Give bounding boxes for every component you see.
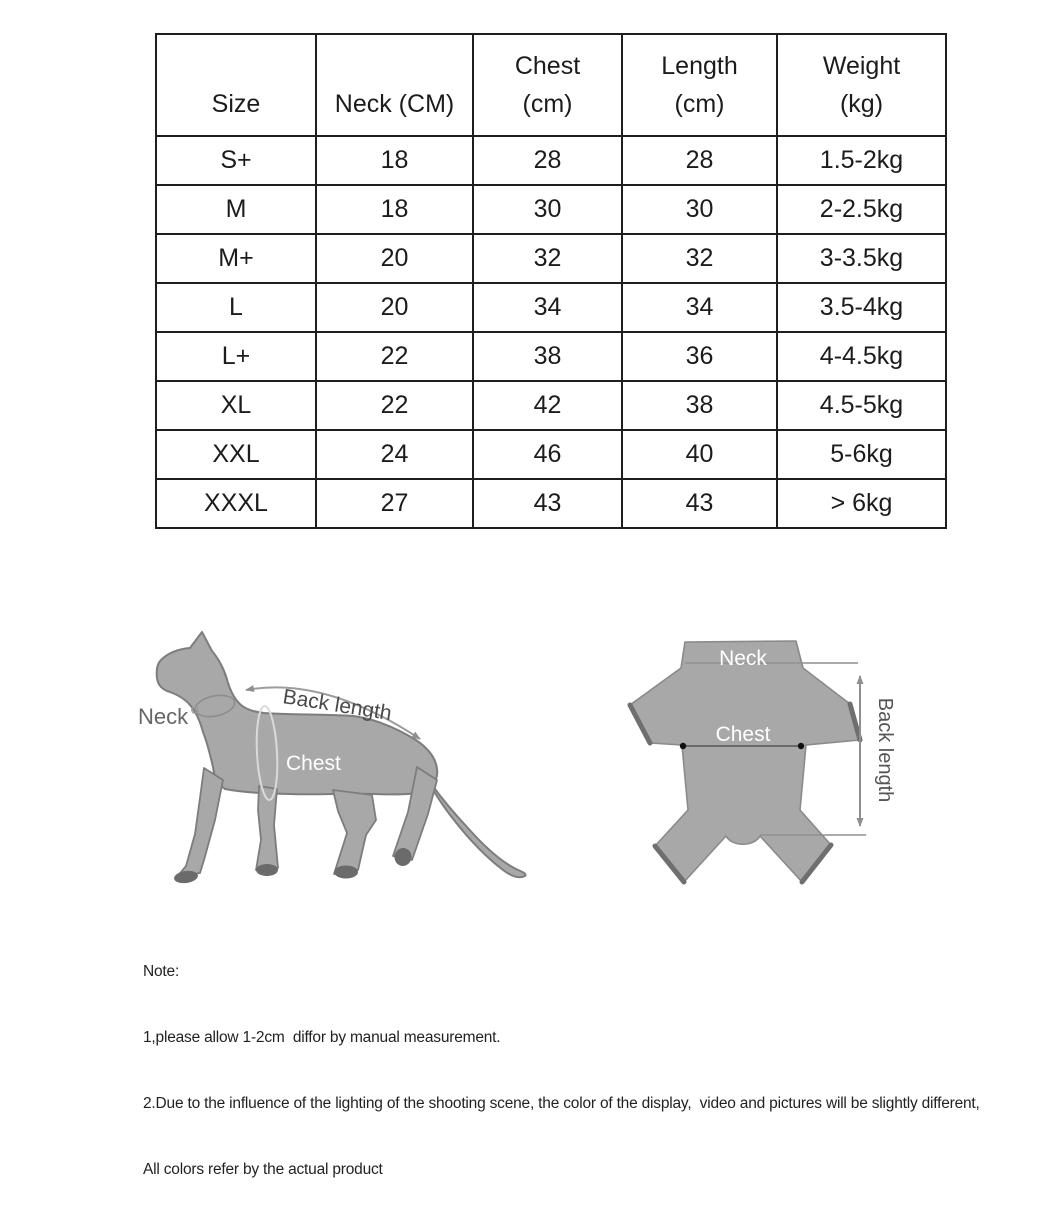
table-cell: 1.5-2kg bbox=[777, 136, 946, 185]
header-line-bottom: Size bbox=[211, 90, 261, 118]
table-row bbox=[156, 283, 946, 332]
table-cell: 28 bbox=[622, 136, 777, 185]
table-cell: 22 bbox=[316, 332, 473, 381]
note-line-2: 2.Due to the influence of the lighting of the shooting scene, the color of the display, video and pictures will be slightly different, bbox=[143, 1095, 980, 1112]
header-line-bottom: (kg) bbox=[839, 90, 884, 118]
table-row bbox=[156, 185, 946, 234]
garment-back-length-label: Back length bbox=[874, 697, 896, 803]
table-cell: 2-2.5kg bbox=[777, 185, 946, 234]
table-cell: 3.5-4kg bbox=[777, 283, 946, 332]
cat-hind-near-leg bbox=[333, 790, 376, 874]
cat-chest-label: Chest bbox=[286, 752, 341, 775]
col-header-size bbox=[156, 34, 316, 136]
header-line-bottom: (cm) bbox=[674, 90, 725, 118]
table-cell: 32 bbox=[473, 234, 622, 283]
table-cell: 42 bbox=[473, 381, 622, 430]
cat-paws bbox=[173, 847, 413, 885]
table-row bbox=[156, 332, 946, 381]
table-cell: 43 bbox=[473, 479, 622, 528]
garment-measurement-diagram bbox=[610, 600, 950, 920]
table-cell: 46 bbox=[473, 430, 622, 479]
cat-back-length-label: Back length bbox=[281, 685, 394, 726]
size-table bbox=[155, 33, 947, 529]
table-cell: > 6kg bbox=[777, 479, 946, 528]
note-line-1: 1,please allow 1-2cm diffor by manual measurement. bbox=[143, 1029, 501, 1046]
chest-line-dot-left bbox=[680, 743, 686, 749]
chest-line-dot-right bbox=[798, 743, 804, 749]
table-cell: 30 bbox=[473, 185, 622, 234]
table-cell: 43 bbox=[622, 479, 777, 528]
table-cell: 18 bbox=[316, 185, 473, 234]
note-line-3: All colors refer by the actual product bbox=[143, 1161, 383, 1178]
table-cell: L bbox=[156, 283, 316, 332]
header-line-top: Weight bbox=[822, 52, 901, 80]
table-cell: XXXL bbox=[156, 479, 316, 528]
table-cell: 38 bbox=[473, 332, 622, 381]
header-line-top: Chest bbox=[514, 52, 581, 80]
table-cell: XL bbox=[156, 381, 316, 430]
table-cell: 24 bbox=[316, 430, 473, 479]
garment-chest-label: Chest bbox=[715, 723, 771, 746]
table-cell: 3-3.5kg bbox=[777, 234, 946, 283]
table-cell: 20 bbox=[316, 234, 473, 283]
note-title: Note: bbox=[143, 963, 180, 980]
table-cell: 32 bbox=[622, 234, 777, 283]
col-header-length bbox=[622, 34, 777, 136]
cat-front-left-leg bbox=[177, 768, 223, 877]
table-cell: 18 bbox=[316, 136, 473, 185]
table-row bbox=[156, 136, 946, 185]
table-cell: 40 bbox=[622, 430, 777, 479]
table-cell: XXL bbox=[156, 430, 316, 479]
table-cell: 36 bbox=[622, 332, 777, 381]
table-cell: 30 bbox=[622, 185, 777, 234]
table-cell: S+ bbox=[156, 136, 316, 185]
table-cell: 4-4.5kg bbox=[777, 332, 946, 381]
table-row bbox=[156, 381, 946, 430]
cat-neck-label: Neck bbox=[138, 704, 189, 729]
table-header-row bbox=[156, 34, 946, 136]
col-header-weight bbox=[777, 34, 946, 136]
garment-neck-label: Neck bbox=[719, 647, 767, 670]
cat-measurement-diagram bbox=[120, 620, 580, 920]
header-line-bottom: Neck (CM) bbox=[334, 90, 455, 118]
table-cell: 38 bbox=[622, 381, 777, 430]
table-cell: 28 bbox=[473, 136, 622, 185]
size-table-body bbox=[156, 136, 946, 528]
table-row bbox=[156, 479, 946, 528]
table-cell: 20 bbox=[316, 283, 473, 332]
col-header-neck bbox=[316, 34, 473, 136]
col-header-chest bbox=[473, 34, 622, 136]
table-cell: M bbox=[156, 185, 316, 234]
header-line-top: Length bbox=[661, 52, 738, 80]
table-cell: M+ bbox=[156, 234, 316, 283]
table-row bbox=[156, 234, 946, 283]
table-cell: 4.5-5kg bbox=[777, 381, 946, 430]
cat-body-silhouette bbox=[157, 632, 526, 877]
garment-silhouette bbox=[630, 641, 860, 882]
notes-section bbox=[143, 924, 980, 1226]
table-cell: 27 bbox=[316, 479, 473, 528]
table-cell: 34 bbox=[622, 283, 777, 332]
table-cell: L+ bbox=[156, 332, 316, 381]
header-line-bottom: (cm) bbox=[522, 90, 573, 118]
table-cell: 34 bbox=[473, 283, 622, 332]
table-row bbox=[156, 430, 946, 479]
table-cell: 5-6kg bbox=[777, 430, 946, 479]
table-cell: 22 bbox=[316, 381, 473, 430]
